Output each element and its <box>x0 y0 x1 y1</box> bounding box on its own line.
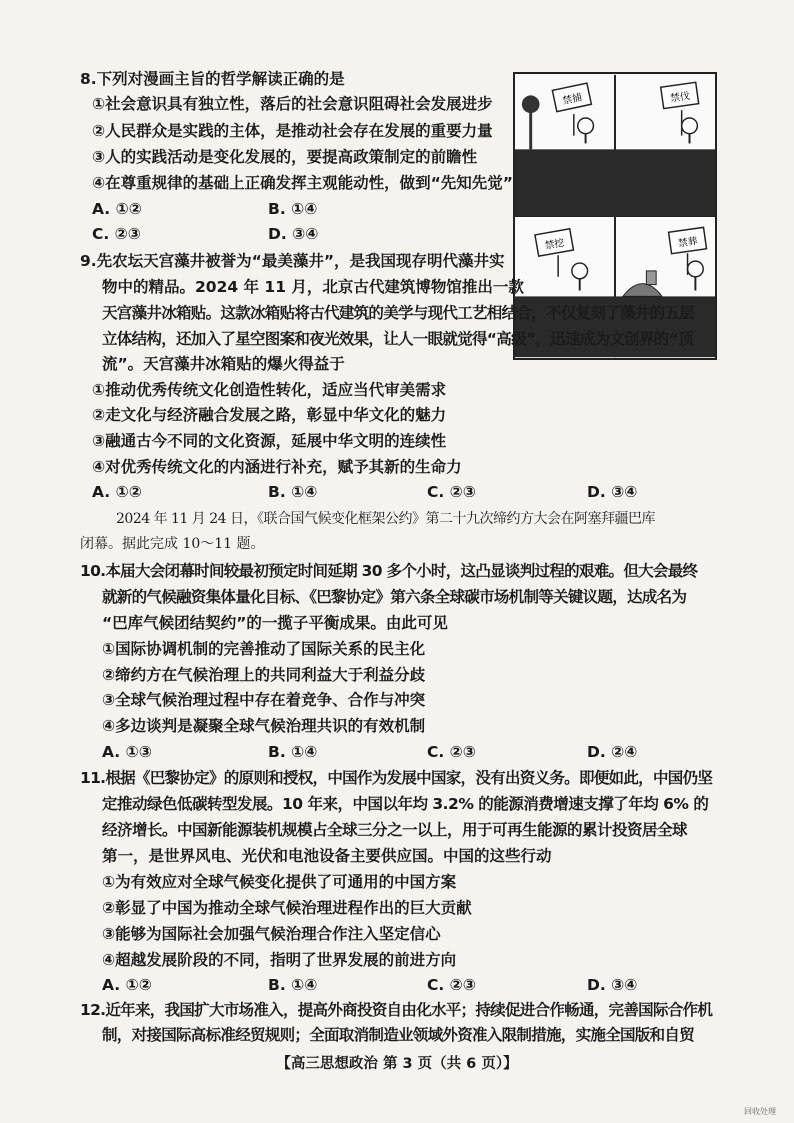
page-footer: 【高三思想政治 第 3 页（共 6 页）】 <box>276 1056 518 1072</box>
intro-line-2: 闭幕。据此完成 10～11 题。 <box>80 536 265 552</box>
q10-option-c: C. ②③ <box>427 743 476 761</box>
q10-item-1: ①国际协调机制的完善推动了国际关系的民主化 <box>102 640 426 658</box>
q11-option-d: D. ③④ <box>587 976 638 994</box>
q11-item-2: ②彰显了中国为推动全球气候治理进程作出的巨大贡献 <box>102 899 472 917</box>
q11-line-4: 第一，是世界风电、光伏和电池设备主要供应国。中国的这些行动 <box>102 847 552 865</box>
cartoon-panel-2 <box>615 82 715 216</box>
q9-line-2: 物中的精品。2024 年 11 月，北京古代建筑博物馆推出一款 <box>102 278 524 296</box>
q11-option-b: B. ①④ <box>268 976 318 994</box>
q9-item-1: ①推动优秀传统文化创造性转化，适应当代审美需求 <box>92 381 447 399</box>
sign-3: 禁挖 <box>544 237 566 252</box>
cartoon-panel-1 <box>515 83 615 216</box>
sign-2: 禁伐 <box>669 90 691 105</box>
q9-line-3: 天宫藻井冰箱贴。这款冰箱贴将古代建筑的美学与现代工艺相结合，不仅复刻了藻井的五层 <box>102 304 695 322</box>
q11-item-4: ④超越发展阶段的不同，指明了世界发展的前进方向 <box>102 951 457 969</box>
q9-line-1: 9.先农坛天宫藻井被誉为“最美藻井”，是我国现存明代藻井实 <box>80 252 505 270</box>
q8-option-b: B. ①④ <box>268 200 318 218</box>
q10-option-d: D. ②④ <box>587 743 638 761</box>
q9-item-3: ③融通古今不同的文化资源，延展中华文明的连续性 <box>92 432 447 450</box>
q11-option-c: C. ②③ <box>427 976 476 994</box>
q10-option-b: B. ①④ <box>268 743 318 761</box>
q8-option-a: A. ①② <box>92 200 142 218</box>
q8-option-c: C. ②③ <box>92 225 141 243</box>
q10-line-3: “巴库气候团结契约”的一揽子平衡成果。由此可见 <box>102 614 448 632</box>
q9-option-c: C. ②③ <box>427 483 476 501</box>
q9-option-d: D. ③④ <box>587 483 638 501</box>
q10-item-4: ④多边谈判是凝聚全球气候治理共识的有效机制 <box>102 717 426 735</box>
q12-line-1: 12.近年来，我国扩大市场准入，提高外商投资自由化水平；持续促进合作畅通，完善国际合作机 <box>80 1001 713 1019</box>
q11-item-1: ①为有效应对全球气候变化提供了可通用的中国方案 <box>102 873 457 891</box>
q9-item-4: ④对优秀传统文化的内涵进行补充，赋予其新的生命力 <box>92 458 462 476</box>
q8-item-3: ③人的实践活动是变化发展的，要提高政策制定的前瞻性 <box>92 148 478 166</box>
q8-stem: 8.下列对漫画主旨的哲学解读正确的是 <box>80 70 345 88</box>
q11-line-2: 定推动绿色低碳转型发展。10 年来，中国以年均 3.2% 的能源消费增速支撑了年均 6% 的 <box>102 795 709 813</box>
q12-line-2: 制，对接国际高标准经贸规则；全面取消制造业领域外资准入限制措施，实施全国版和自贸 <box>102 1026 695 1044</box>
q8-item-2: ②人民群众是实践的主体，是推动社会存在发展的重要力量 <box>92 122 493 140</box>
q8-option-d: D. ③④ <box>268 225 319 243</box>
sign-4: 禁葬 <box>677 236 699 250</box>
q9-line-4: 立体结构，还加入了星空图案和夜光效果，让人一眼就觉得“高级”，迅速成为文创界的“顶 <box>102 330 693 348</box>
q9-line-5: 流”。天宫藻井冰箱贴的爆火得益于 <box>102 355 345 373</box>
q9-option-a: A. ①② <box>92 483 142 501</box>
q9-option-b: B. ①④ <box>268 483 318 501</box>
q9-item-2: ②走文化与经济融合发展之路，彰显中华文化的魅力 <box>92 406 447 424</box>
q11-line-3: 经济增长。中国新能源装机规模占全球三分之一以上，用于可再生能源的累计投资居全球 <box>102 821 688 839</box>
q10-option-a: A. ①③ <box>102 743 152 761</box>
q10-item-2: ②缔约方在气候治理上的共同利益大于利益分歧 <box>102 666 426 684</box>
q10-item-3: ③全球气候治理过程中存在着竞争、合作与冲突 <box>102 691 426 709</box>
q8-item-1: ①社会意识具有独立性，落后的社会意识阻碍社会发展进步 <box>92 95 493 113</box>
q10-line-2: 就新的气候融资集体量化目标、《巴黎协定》第六条全球碳市场机制等关键议题，达成名为 <box>102 588 687 606</box>
q11-option-a: A. ①② <box>102 976 152 994</box>
q11-line-1: 11.根据《巴黎协定》的原则和授权，中国作为发展中国家，没有出资义务。即便如此，中国仍坚 <box>80 769 713 787</box>
q10-line-1: 10.本届大会闭幕时间较最初预定时间延期 30 多个小时，这凸显谈判过程的艰难。但大会最终 <box>80 562 698 580</box>
intro-line-1: 2024 年 11 月 24 日，《联合国气候变化框架公约》第二十九次缔约方大会在阿塞拜疆巴库 <box>116 511 656 527</box>
q11-item-3: ③能够为国际社会加强气候治理合作注入坚定信心 <box>102 925 441 943</box>
sign-1: 禁捕 <box>561 92 584 108</box>
q8-item-4: ④在尊重规律的基础上正确发挥主观能动性，做到“先知先觉” <box>92 174 513 192</box>
corner-mark: 回收处理 <box>744 1107 776 1116</box>
